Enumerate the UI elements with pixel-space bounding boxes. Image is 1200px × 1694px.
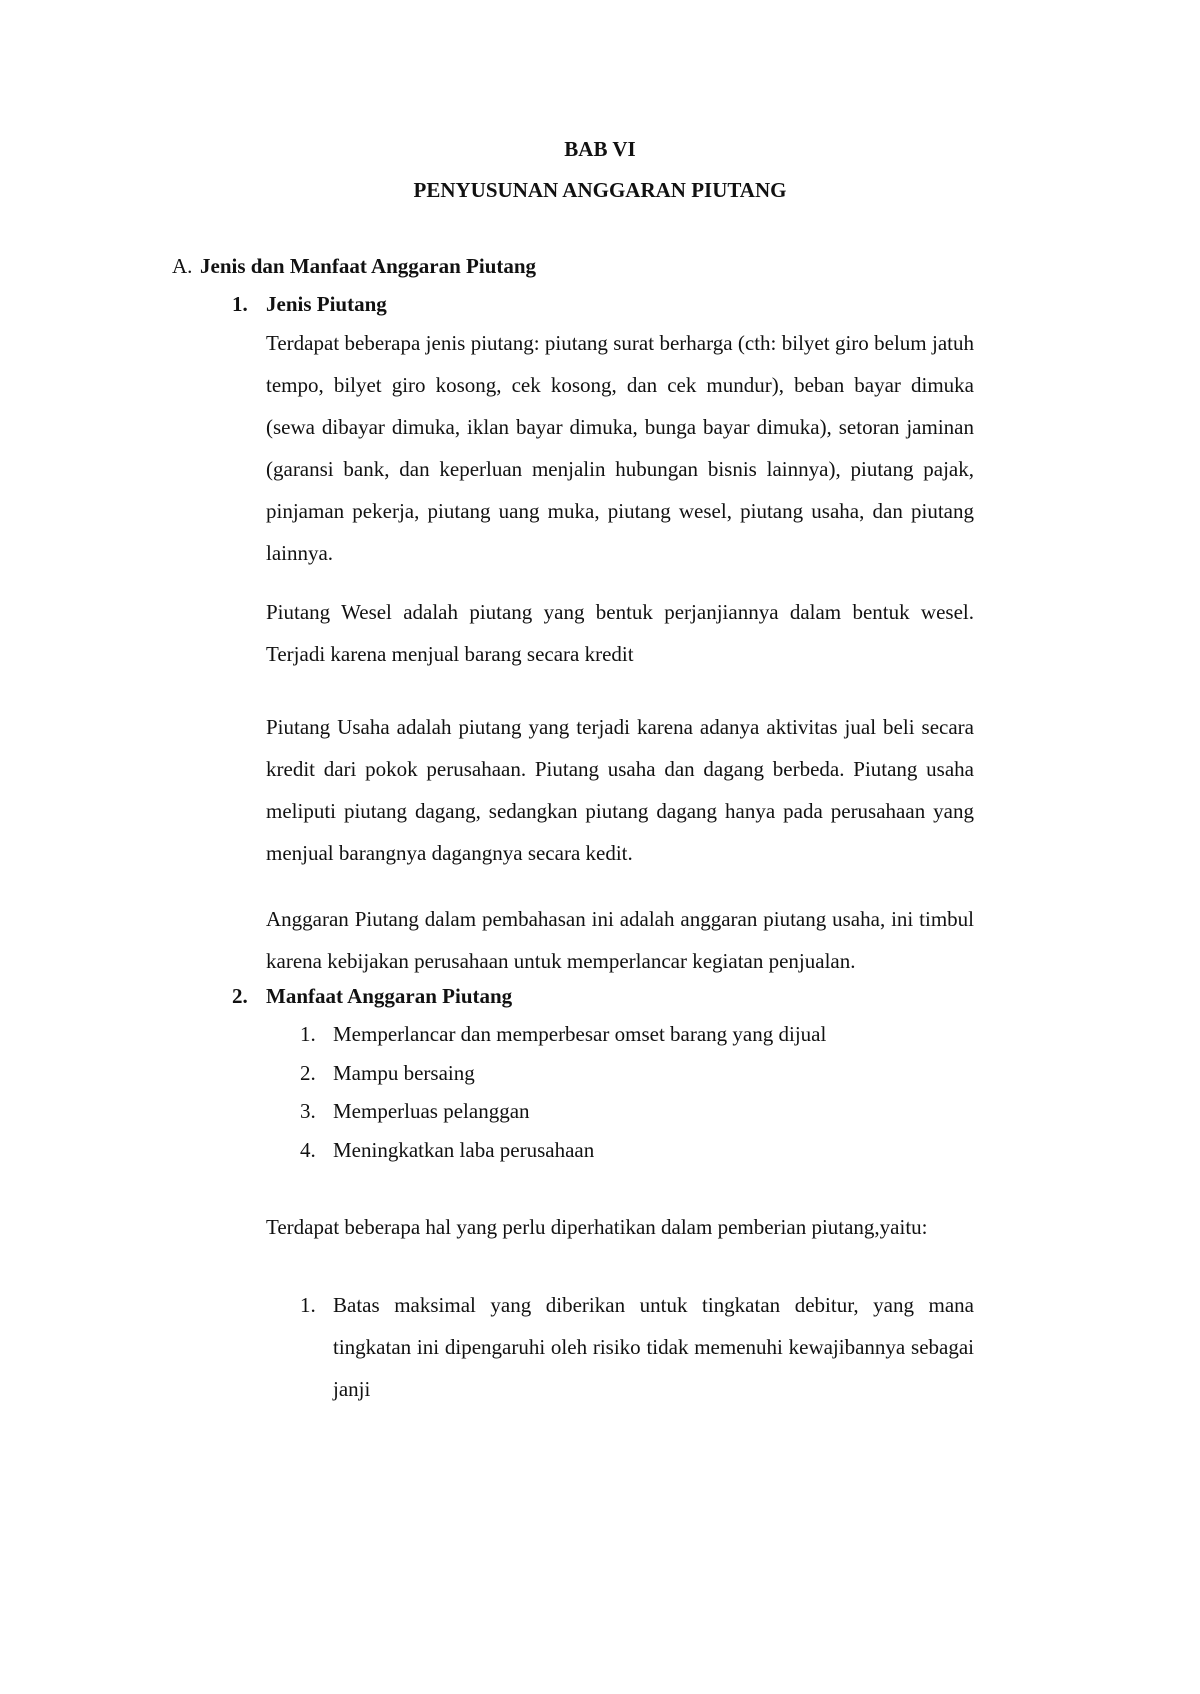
- list-item-text: Meningkatkan laba perusahaan: [333, 1138, 595, 1162]
- paragraph-piutang-usaha: Piutang Usaha adalah piutang yang terjadi karena adanya aktivitas jual beli secara kredit dari pokok perusahaan. Piutang usaha dan dagang berbeda. Piutang usaha meliputi piutang dagang, sedangkan piutang dagang hanya pada perusahaan yang menjual barangnya dagangnya secara kedit.: [266, 715, 974, 865]
- sub2-marker: 2.: [232, 984, 248, 1008]
- sub1-heading: Jenis Piutang: [266, 292, 387, 316]
- chapter-title: PENYUSUNAN ANGGARAN PIUTANG: [413, 178, 787, 202]
- paragraph-intro: Terdapat beberapa hal yang perlu diperhatikan dalam pemberian piutang,yaitu:: [266, 1215, 928, 1239]
- paragraph-jenis-piutang: Terdapat beberapa jenis piutang: piutang surat berharga (cth: bilyet giro belum jatuh tempo, bilyet giro kosong, cek kosong, dan cek mundur), beban bayar dimuka (sewa dibayar dimuka, iklan bayar dimuka, bunga bayar dimuka), setoran jaminan (garansi bank, dan keperluan menjalin hubungan bisnis lainnya), piutang pajak, pinjaman pekerja, piutang uang muka, piutang wesel, piutang usaha, dan piutang lainnya.: [266, 331, 974, 565]
- chapter-number: BAB VI: [564, 137, 636, 161]
- list-item-text: Memperluas pelanggan: [333, 1099, 530, 1123]
- paragraph-piutang-wesel: Piutang Wesel adalah piutang yang bentuk perjanjiannya dalam bentuk wesel. Terjadi karena menjual barang secara kredit: [266, 600, 974, 666]
- list-item-text: Mampu bersaing: [333, 1061, 475, 1085]
- list-item-text: Batas maksimal yang diberikan untuk tingkatan debitur, yang mana tingkatan ini dipengaruhi oleh risiko tidak memenuhi kewajibannya sebagai janji: [333, 1293, 974, 1401]
- list-item-number: 2.: [300, 1061, 316, 1085]
- section-a-heading: Jenis dan Manfaat Anggaran Piutang: [200, 254, 537, 278]
- section-a-marker: A.: [172, 254, 193, 278]
- list-item-number: 1.: [300, 1293, 316, 1317]
- list-item-number: 1.: [300, 1022, 316, 1046]
- sub1-marker: 1.: [232, 292, 248, 316]
- sub2-heading: Manfaat Anggaran Piutang: [266, 984, 513, 1008]
- list-item-number: 3.: [300, 1099, 316, 1123]
- list-item-number: 4.: [300, 1138, 316, 1162]
- list-item-text: Memperlancar dan memperbesar omset barang yang dijual: [333, 1022, 827, 1046]
- paragraph-anggaran-piutang: Anggaran Piutang dalam pembahasan ini adalah anggaran piutang usaha, ini timbul karena kebijakan perusahaan untuk memperlancar kegiatan penjualan.: [266, 907, 974, 973]
